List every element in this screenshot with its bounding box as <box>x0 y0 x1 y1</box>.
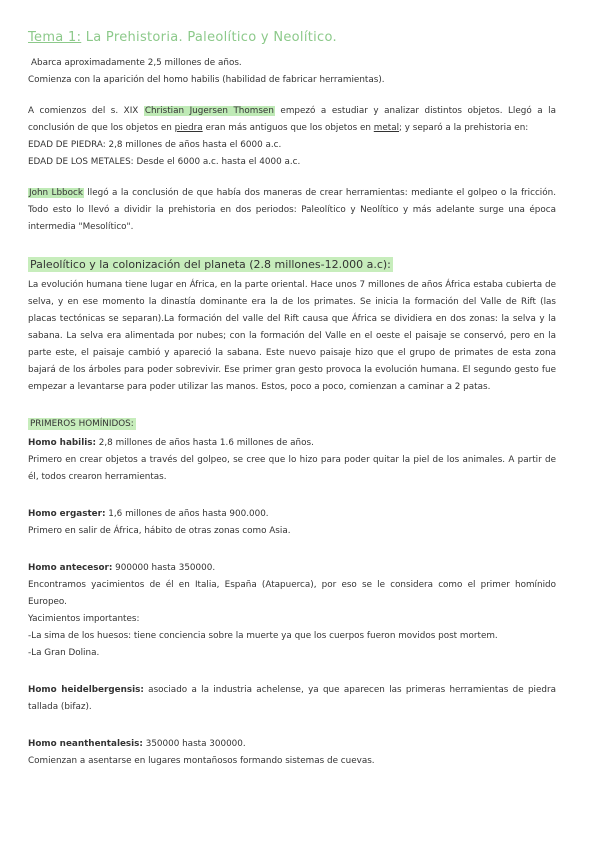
title-text: La Prehistoria. Paleolítico y Neolítico. <box>85 30 337 45</box>
habilis-dates: Homo habilis: 2,8 millones de años hasta 1.6 millones de años. <box>28 438 314 448</box>
neanderthalensis-dates: Homo neanthentalesis: 350000 hasta 300000. <box>28 739 246 749</box>
section-heading-hominids: PRIMEROS HOMÍNIDOS: <box>30 419 134 429</box>
intro-line-2: Comienza con la aparición del homo habilis (habilidad de fabricar herramientas). <box>28 75 385 85</box>
antecesor-site-1: -La sima de los huesos: tiene conciencia sobre la muerte ya que los cuerpos fueron movidos post mortem. <box>28 631 498 641</box>
antecesor-dates: Homo antecesor: 900000 hasta 350000. <box>28 563 216 573</box>
thomsen-suffix: ; y separó a la prehistoria en: <box>399 123 529 133</box>
title-topic: Tema 1: <box>28 30 82 45</box>
habilis-text: Primero en crear objetos a través del golpeo, se cree que lo hizo para poder quitar la piel de los animales. A partir de él, todos crearon herramientas. <box>28 455 556 482</box>
neanderthalensis-name: Homo neanthentalesis: <box>28 739 143 749</box>
antecesor-text: Encontramos yacimientos de él en Italia, España (Atapuerca), por eso se le considera como el primer homínido Europeo. <box>28 580 556 607</box>
age-stone: EDAD DE PIEDRA: 2,8 millones de años hasta el 6000 a.c. <box>28 140 282 150</box>
lubbock-name: John Lbbock <box>29 188 83 198</box>
heidelbergensis-name: Homo heidelbergensis: <box>28 685 144 695</box>
thomsen-name: Christian Jugersen Thomsen <box>144 106 274 116</box>
ergaster-dates: Homo ergaster: 1,6 millones de años hasta 900.000. <box>28 509 269 519</box>
thomsen-word-piedra: piedra <box>174 123 203 133</box>
thomsen-word-metal: metal <box>373 123 400 133</box>
antecesor-sites-label: Yacimientos importantes: <box>28 614 140 624</box>
section-heading-paleolitico: Paleolítico y la colonización del planeta (2.8 millones-12.000 a.c): <box>30 258 391 271</box>
thomsen-paragraph <box>28 103 556 137</box>
thomsen-prefix: A comienzos del s. XIX <box>28 106 144 116</box>
neanderthalensis-text: Comienzan a asentarse en lugares montañosos formando sistemas de cuevas. <box>28 756 375 766</box>
habilis-name: Homo habilis: <box>28 438 96 448</box>
page-title <box>28 30 556 46</box>
ergaster-name: Homo ergaster: <box>28 509 106 519</box>
thomsen-middle-2: eran más antiguos que los objetos en <box>202 123 374 133</box>
intro-line-1: Abarca aproximadamente 2,5 millones de años. <box>31 58 242 68</box>
heidelbergensis-paragraph: Homo heidelbergensis: asociado a la industria achelense, ya que aparecen las primeras herramientas de piedra tallada (bifaz). <box>28 685 556 712</box>
lubbock-text: llegó a la conclusión de que había dos maneras de crear herramientas: mediante el golpeo o la fricción. Todo esto lo llevó a dividir la prehistoria en dos periodos: Paleolítico y Neolítico y más adelante surge una época intermedia "Mesolítico". <box>28 188 556 232</box>
antecesor-name: Homo antecesor: <box>28 563 113 573</box>
antecesor-site-2: -La Gran Dolina. <box>28 648 100 658</box>
section-paleolitico-body: La evolución humana tiene lugar en África, en la parte oriental. Hace unos 7 millones de años África estaba cubierta de selva, y en ese momento la dinastía dominante era la de los primates. Se inicia la formación del Valle de Rift (las placas tectónicas se separan).La formación del valle del Rift causa que África se dividiera en dos zonas: la selva y la sabana. La selva era alimentada por nubes; con la formación del Valle en el oeste el paisaje se conservó, pero en la parte este, el paisaje cambió y apareció la sabana. Este nuevo paisaje hizo que el grupo de primates de esta zona bajará de los árboles para poder sobrevivir. Ese primer gran gesto provoca la evolución humana. El segundo gesto fue empezar a levantarse para poder utilizar las manos. Estos, poco a poco, comienzan a caminar a 2 patas. <box>28 280 556 392</box>
lubbock-paragraph <box>28 185 556 236</box>
ergaster-text: Primero en salir de África, hábito de otras zonas como Asia. <box>28 526 291 536</box>
age-metals: EDAD DE LOS METALES: Desde el 6000 a.c. hasta el 4000 a.c. <box>28 157 301 167</box>
thomsen-middle: empezó a estudiar y analizar distintos objetos. Llegó a la conclusión de que los objetos en <box>28 106 557 133</box>
